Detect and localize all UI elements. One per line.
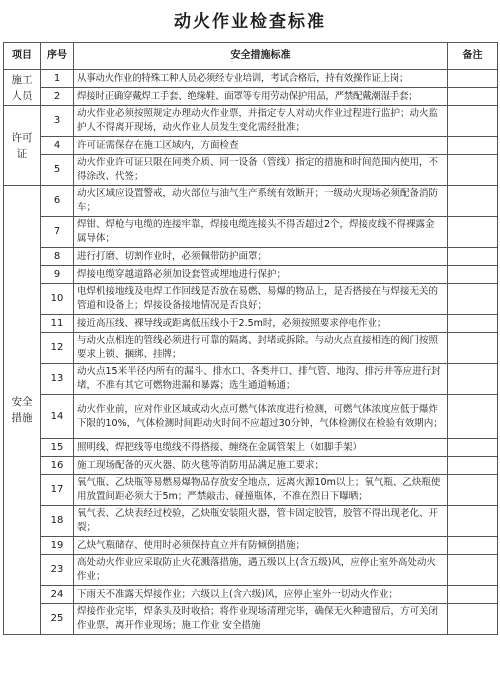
- category-personnel: [4, 70, 41, 106]
- row-number: 8: [41, 248, 74, 266]
- row-number: 12: [41, 333, 74, 364]
- table-row: [4, 333, 498, 364]
- header-measure: 安全措施标准: [74, 43, 448, 70]
- table-row: [4, 604, 498, 635]
- measure-text: 下雨天不准露天焊接作业；六级以上(含六级)风，应停止室外一切动火作业；: [74, 586, 448, 604]
- note-cell: [448, 284, 498, 315]
- measure-text: 动火点15米半径内所有的漏斗、排水口、各类井口、排气管、地沟、排污井等应进行封堵，不准有其它可燃物进漏和暴露；选生通道畅通；: [74, 364, 448, 395]
- measure-text: 焊接电缆穿越道路必须加设套管或埋地进行保护；: [74, 266, 448, 284]
- measure-text: 氧气瓶、乙炔瓶等易燃易爆物品存放安全地点，远离火源10m以上；氧气瓶、乙炔瓶使用放置间距必须大于5m；严禁敲击、碰撞瓶体，不准在烈日下曝晒；: [74, 475, 448, 506]
- row-number: 15: [41, 439, 74, 457]
- measure-text: 动火作业必须按照规定办理动火作业票，并指定专人对动火作业过程进行监护；动火监护人不得离开现场，动火作业人员发生变化需经批准；: [74, 106, 448, 137]
- row-number: 7: [41, 217, 74, 248]
- table-row: [4, 315, 498, 333]
- table-row: [4, 266, 498, 284]
- row-number: 10: [41, 284, 74, 315]
- table-row: [4, 364, 498, 395]
- table-row: [4, 70, 498, 88]
- table-row: [4, 586, 498, 604]
- measure-text: 从事动火作业的特殊工种人员必须经专业培训，考试合格后，持有效操作证上岗；: [74, 70, 448, 88]
- row-number: 3: [41, 106, 74, 137]
- row-number: 1: [41, 70, 74, 88]
- note-cell: [448, 155, 498, 186]
- table-row: [4, 186, 498, 217]
- table-row: [4, 506, 498, 537]
- note-cell: [448, 266, 498, 284]
- measure-text: 电焊机接地线及电焊工作回线是否放在易燃、易爆的物品上，是否搭接在与焊接无关的管道和设备上；焊接设备接地情况是否良好；: [74, 284, 448, 315]
- note-cell: [448, 439, 498, 457]
- note-cell: [448, 475, 498, 506]
- header-item: 项目: [4, 43, 41, 70]
- table-header-row: [4, 43, 498, 70]
- note-cell: [448, 315, 498, 333]
- table-row: [4, 395, 498, 439]
- note-cell: [448, 395, 498, 439]
- table-row: [4, 475, 498, 506]
- measure-text: 氧气表、乙炔表经过校验，乙炔瓶安装阻火器，管卡固定胶管，胶管不得出现老化、开 裂；: [74, 506, 448, 537]
- row-number: 25: [41, 604, 74, 635]
- table-row: [4, 106, 498, 137]
- note-cell: [448, 248, 498, 266]
- note-cell: [448, 364, 498, 395]
- row-number: 19: [41, 537, 74, 555]
- table-row: [4, 248, 498, 266]
- header-seq: 序号: [41, 43, 74, 70]
- note-cell: [448, 506, 498, 537]
- table-row: [4, 537, 498, 555]
- measure-text: 焊钳、焊枪与电缆的连接牢靠，焊接电缆连接头不得否超过2个，焊接皮线不得裸露金属导体；: [74, 217, 448, 248]
- note-cell: [448, 333, 498, 364]
- table-row: [4, 439, 498, 457]
- row-number: 9: [41, 266, 74, 284]
- note-cell: [448, 604, 498, 635]
- category-label: 安全 措施: [11, 396, 33, 424]
- note-cell: [448, 457, 498, 475]
- row-number: 5: [41, 155, 74, 186]
- measure-text: 焊接时正确穿戴焊工手套、绝缘鞋、面罩等专用劳动保护用品，严禁配戴潮湿手套；: [74, 88, 448, 106]
- note-cell: [448, 70, 498, 88]
- category-safety: [4, 186, 41, 635]
- table-row: [4, 284, 498, 315]
- row-number: 11: [41, 315, 74, 333]
- measure-text: 与动火点相连的管线必须进行可靠的隔离、封堵或拆除。与动火点直接相连的阀门按照要求上锁、捆绑、挂牌；: [74, 333, 448, 364]
- row-number: 13: [41, 364, 74, 395]
- table-row: [4, 457, 498, 475]
- row-number: 6: [41, 186, 74, 217]
- measure-text: 接近高压线、裸导线或距离低压线小于2.5m时，必须按照要求停电作业；: [74, 315, 448, 333]
- measure-text: 焊接作业完毕，焊条头及时收拾；将作业现场清理完毕，确保无火种遗留后，方可关闭作业票，离开作业现场；施工作业 安全措施: [74, 604, 448, 635]
- category-label: 施工 人员: [11, 73, 33, 102]
- row-number: 2: [41, 88, 74, 106]
- row-number: 23: [41, 555, 74, 586]
- measure-text: 进行打磨、切割作业时，必须佩带防护面罩；: [74, 248, 448, 266]
- row-number: 18: [41, 506, 74, 537]
- note-cell: [448, 186, 498, 217]
- table-row: [4, 555, 498, 586]
- note-cell: [448, 88, 498, 106]
- measure-text: 许可证需保存在施工区域内，方面检查: [74, 137, 448, 155]
- measure-text: 施工现场配备的灭火器、防火毯等消防用品满足施工要求；: [74, 457, 448, 475]
- category-permit: [4, 106, 41, 186]
- note-cell: [448, 586, 498, 604]
- table-row: [4, 88, 498, 106]
- category-label: 许可 证: [11, 131, 33, 160]
- note-cell: [448, 137, 498, 155]
- row-number: 17: [41, 475, 74, 506]
- measure-text: 高处动火作业应采取防止火花溅落措施，遇五级以上(含五级)风，应停止室外高处动火作业；: [74, 555, 448, 586]
- note-cell: [448, 106, 498, 137]
- measure-text: 乙炔气瓶储存、使用时必须保持直立并有防倾倒措施；: [74, 537, 448, 555]
- note-cell: [448, 217, 498, 248]
- measure-text: 动火区域应设置警戒，动火部位与油气生产系统有效断开；一级动火现场必须配备消防 车；: [74, 186, 448, 217]
- row-number: 16: [41, 457, 74, 475]
- table-row: [4, 217, 498, 248]
- row-number: 24: [41, 586, 74, 604]
- measure-text: 动火作业前，应对作业区域或动火点可燃气体浓度进行检测，可燃气体浓度应低于爆炸下限的10%，气体检测时间距动火时间不应超过30分钟，气体检测仪在检验有效期内；: [74, 395, 448, 439]
- measure-text: 动火作业许可证只限在同类介质、同一设备（管线）指定的措施和时间范围内使用，不得涂改、代签；: [74, 155, 448, 186]
- note-cell: [448, 555, 498, 586]
- row-number: 14: [41, 395, 74, 439]
- note-cell: [448, 537, 498, 555]
- row-number: 4: [41, 137, 74, 155]
- table-row: [4, 137, 498, 155]
- table-row: [4, 155, 498, 186]
- document-title: 动火作业检查标准: [174, 12, 326, 32]
- inspection-table: [3, 42, 498, 635]
- measure-text: 照明线、焊把线等电缆线不得搭接、缠绕在金属管架上（如脚手架）: [74, 439, 448, 457]
- header-note: 备注: [448, 43, 498, 70]
